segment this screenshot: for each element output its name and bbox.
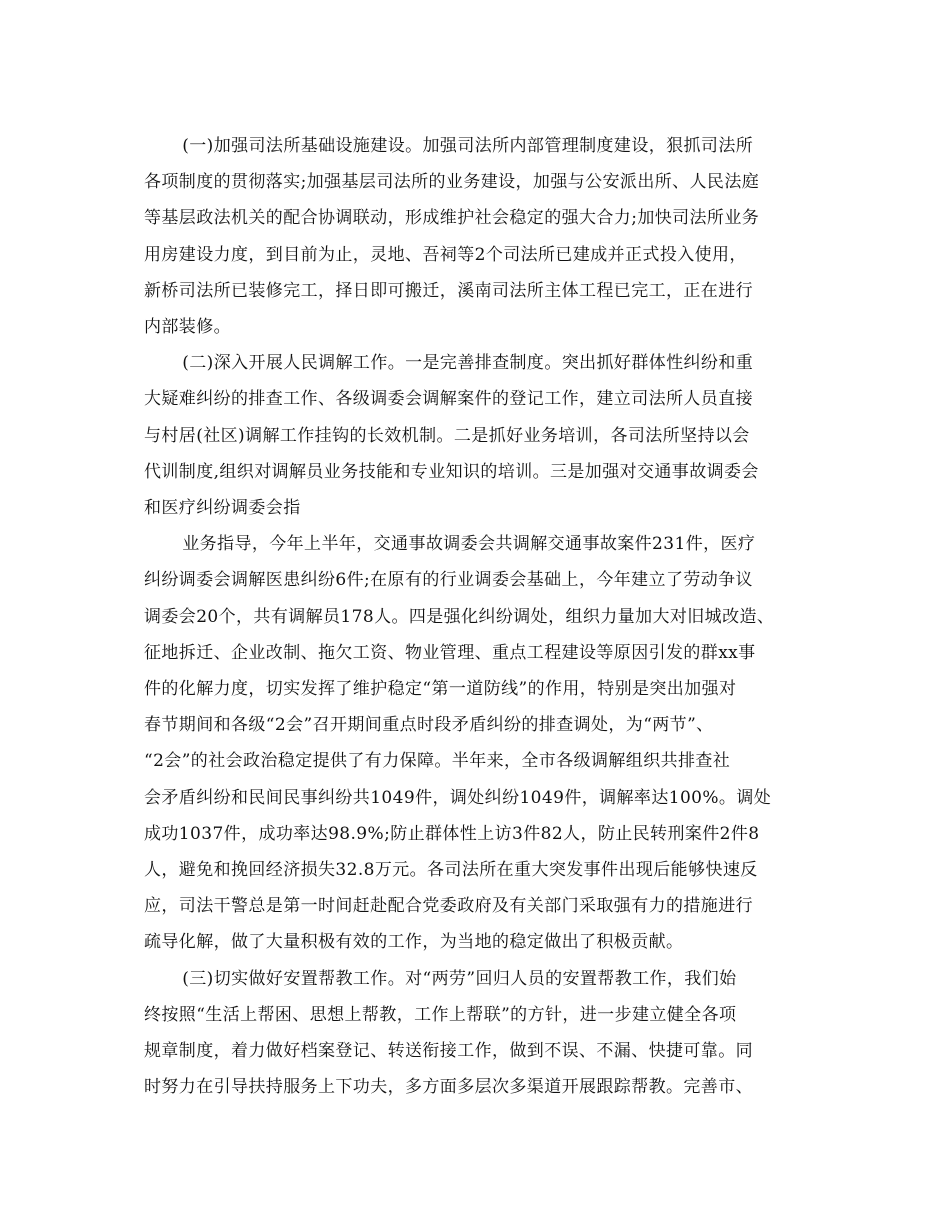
paragraph-3 [144, 526, 806, 960]
paragraph-2 [144, 345, 806, 526]
text-line: 应，司法干警总是第一时间赶赴配合党委政府及有关部门采取强有力的措施进行 [144, 896, 753, 917]
text-line: 大疑难纠纷的排查工作、各级调委会调解案件的登记工作，建立司法所人员直接 [144, 389, 753, 410]
text-line: 会矛盾纠纷和民间民事纠纷共1049件，调处纠纷1049件，调解率达100%。调处 [144, 787, 772, 808]
paragraph-4 [144, 961, 806, 1106]
document-page [144, 128, 806, 1105]
text-line: 各项制度的贯彻落实;加强基层司法所的业务建设，加强与公安派出所、人民法庭 [144, 172, 760, 193]
text-line: 件的化解力度，切实发挥了维护稳定“第一道防线”的作用，特别是突出加强对 [144, 679, 737, 700]
text-line: 疏导化解，做了大量积极有效的工作，为当地的稳定做出了积极贡献。 [144, 932, 684, 953]
text-line: 与村居(社区)调解工作挂钩的长效机制。二是抓好业务培训，各司法所坚持以会 [144, 425, 750, 446]
paragraph-1 [144, 128, 806, 345]
text-line: 和医疗纠纷调委会指 [144, 498, 301, 519]
text-line: 调委会20个，共有调解员178人。四是强化纠纷调处，组织力量加大对旧城改造、 [144, 606, 775, 627]
text-line: 代训制度,组织对调解员业务技能和专业知识的培训。三是加强对交通事故调委会 [144, 461, 759, 482]
text-line: 成功1037件，成功率达98.9%;防止群体性上访3件82人，防止民转刑案件2件8 [144, 823, 760, 844]
text-line: 纠纷调委会调解医患纠纷6件;在原有的行业调委会基础上，今年建立了劳动争议 [144, 570, 753, 591]
text-line: (三)切实做好安置帮教工作。对“两劳”回归人员的安置帮教工作，我们始 [182, 968, 737, 989]
text-line: 春节期间和各级“2会”召开期间重点时段矛盾纠纷的排查调处，为“两节”、 [144, 715, 714, 736]
text-line: (一)加强司法所基础设施建设。加强司法所内部管理制度建设，狠抓司法所 [182, 136, 754, 156]
text-line: 人，避免和挽回经济损失32.8万元。各司法所在重大突发事件出现后能够快速反 [144, 860, 758, 881]
text-line: “2会”的社会政治稳定提供了有力保障。半年来，全市各级调解组织共排查社 [144, 751, 731, 772]
text-line: 用房建设力度，到目前为止，灵地、吾祠等2个司法所已建成并正式投入使用， [144, 244, 747, 265]
text-line: 内部装修。 [144, 317, 231, 338]
text-line: 等基层政法机关的配合协调联动，形成维护社会稳定的强大合力;加快司法所业务 [144, 208, 760, 229]
text-line: (二)深入开展人民调解工作。一是完善排查制度。突出抓好群体性纠纷和重 [182, 353, 754, 374]
text-line: 时努力在引导扶持服务上下功夫，多方面多层次多渠道开展跟踪帮教。完善市、 [144, 1077, 753, 1098]
text-line: 业务指导，今年上半年，交通事故调委会共调解交通事故案件231件，医疗 [182, 534, 756, 555]
text-line: 新桥司法所已装修完工，择日即可搬迁，溪南司法所主体工程已完工，正在进行 [144, 280, 753, 301]
text-line: 规章制度，着力做好档案登记、转送衔接工作，做到不误、不漏、快捷可靠。同 [144, 1041, 753, 1062]
text-line: 终按照“生活上帮困、思想上帮教，工作上帮联”的方针，进一步建立健全各项 [144, 1004, 737, 1025]
text-line: 征地拆迁、企业改制、拖欠工资、物业管理、重点工程建设等原因引发的群xx事 [144, 642, 756, 663]
